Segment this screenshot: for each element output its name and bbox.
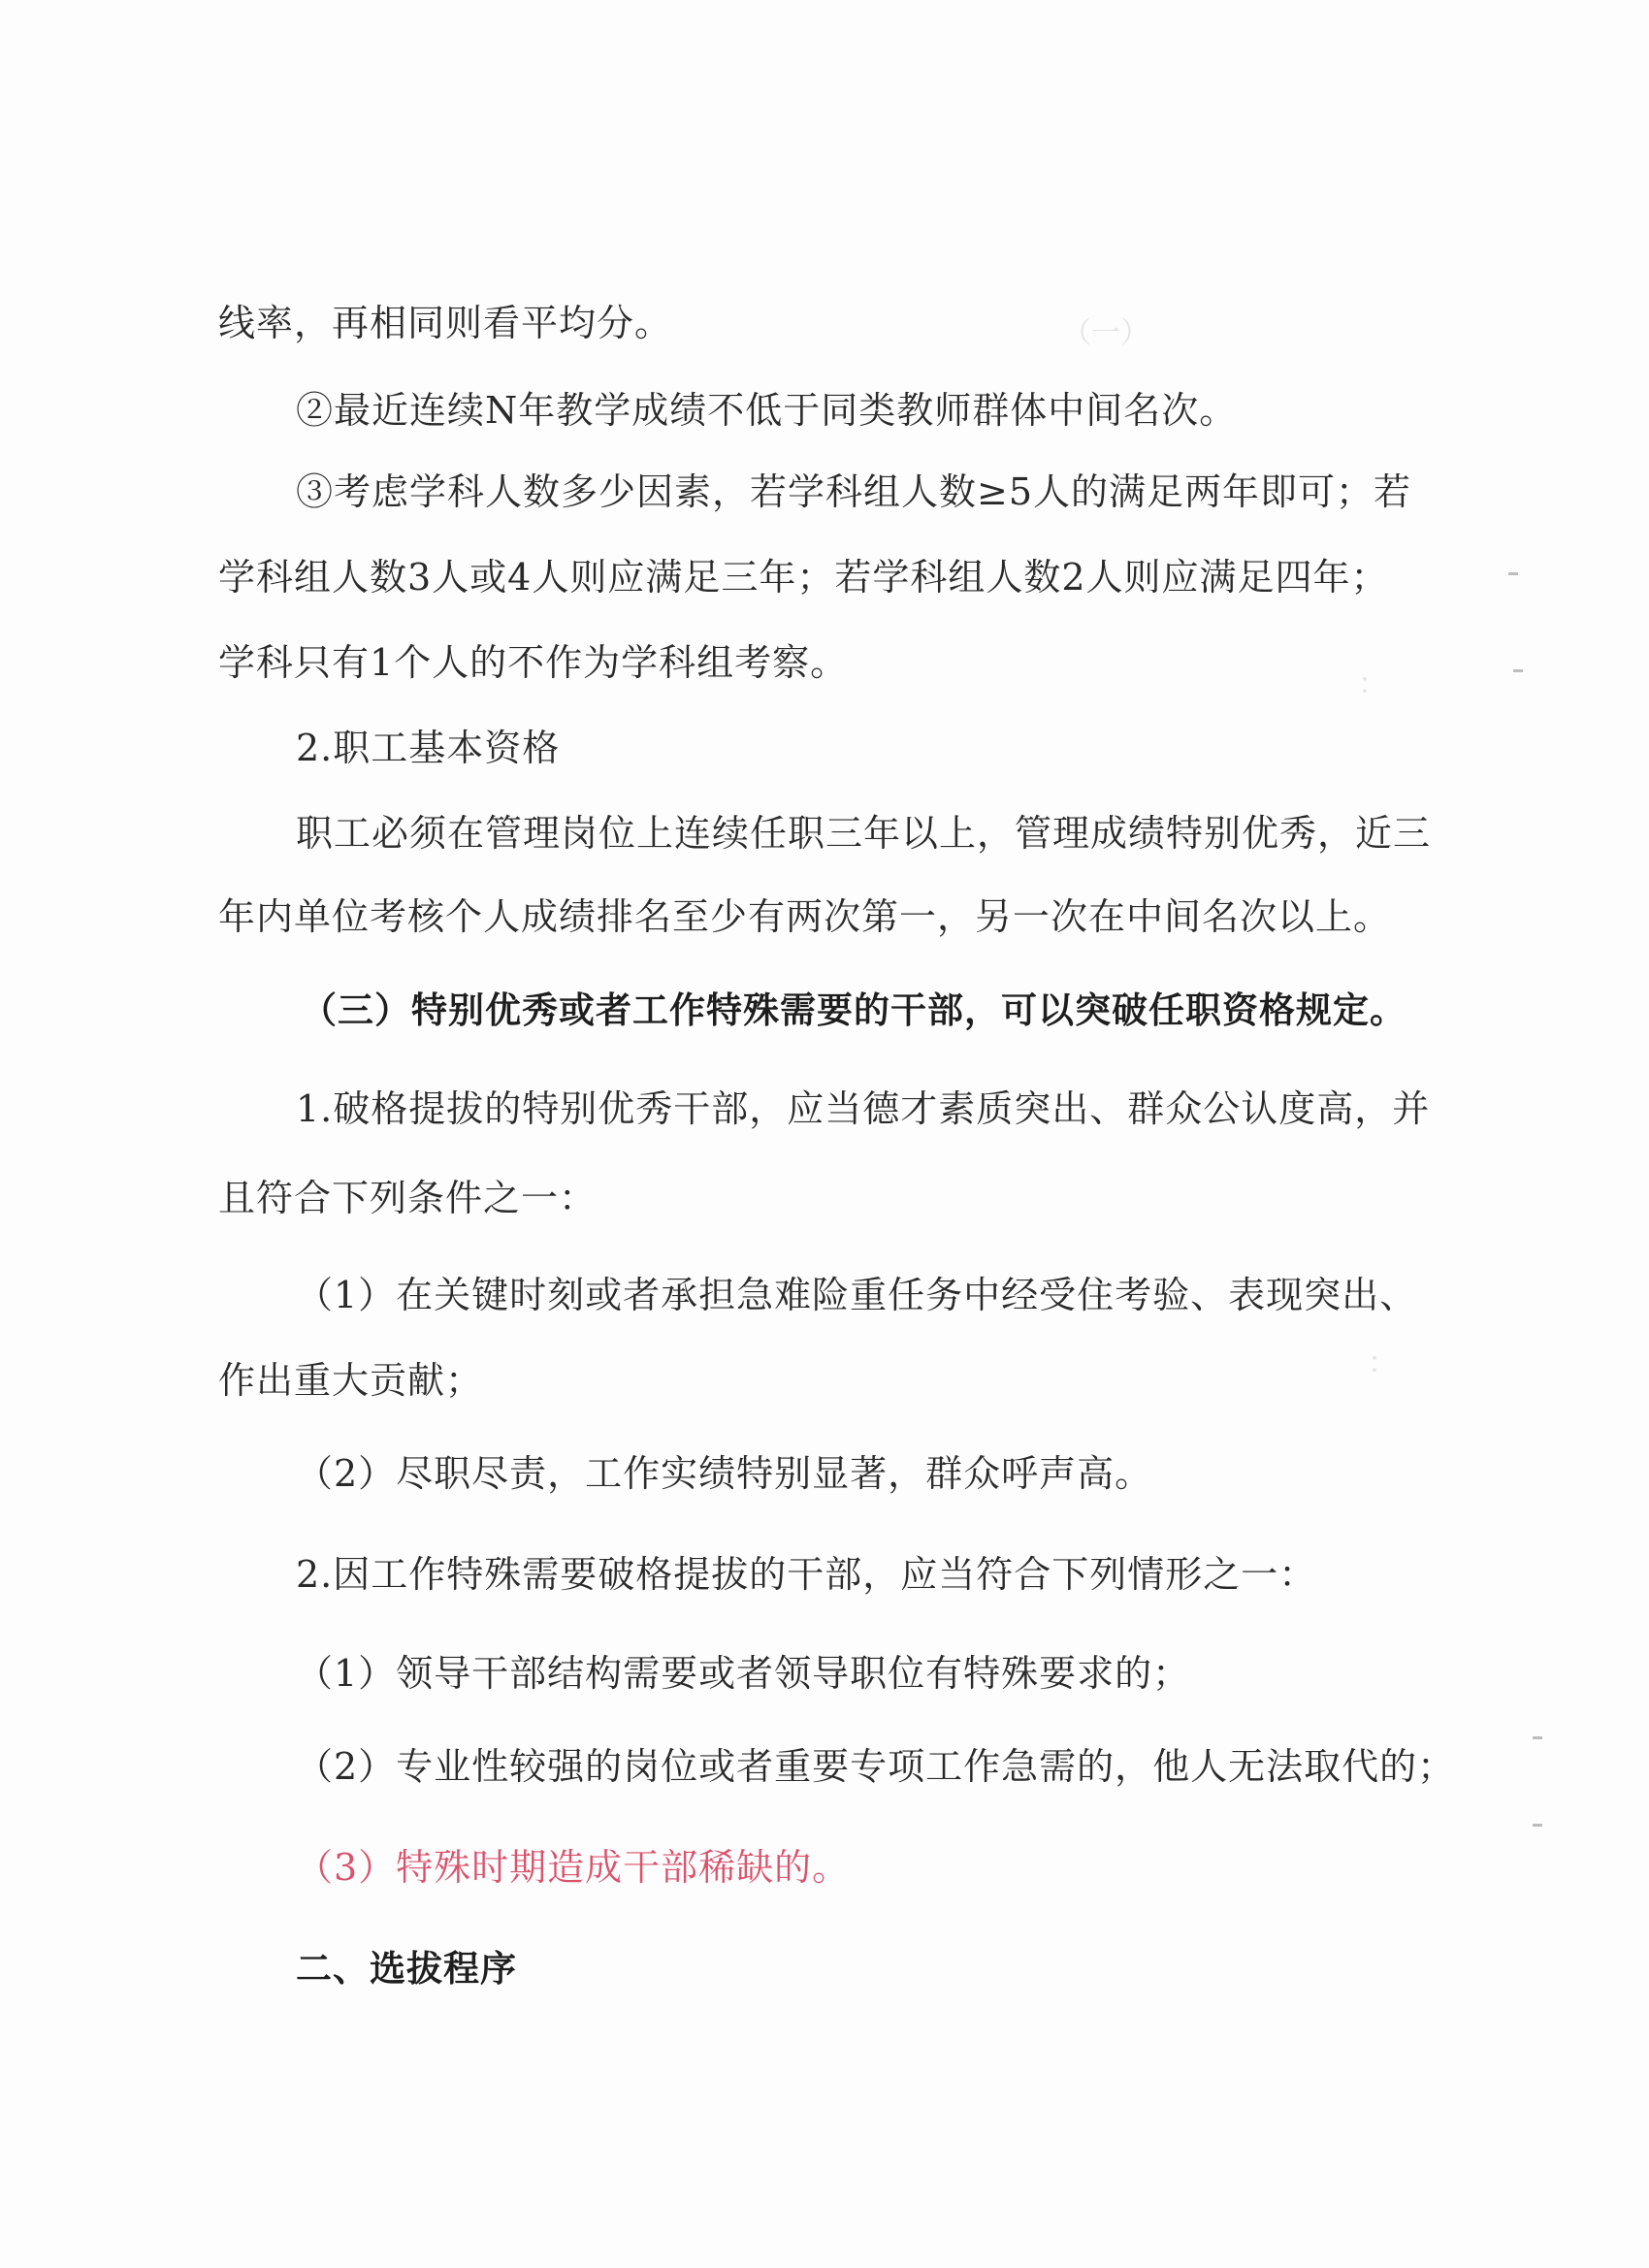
paragraph-line: （1）领导干部结构需要或者领导职位有特殊要求的； bbox=[296, 1652, 1191, 1695]
paragraph-line: （2）专业性较强的岗位或者重要专项工作急需的，他人无法取代的； bbox=[296, 1745, 1456, 1788]
paragraph-line: 1.破格提拔的特别优秀干部，应当德才素质突出、群众公认度高，并 bbox=[296, 1087, 1431, 1130]
bleed-through-mark: （一） bbox=[1062, 316, 1149, 350]
bleed-through-mark: ： bbox=[1358, 667, 1387, 701]
scan-speck bbox=[1513, 669, 1523, 672]
paragraph-line: 年内单位考核个人成绩排名至少有两次第一，另一次在中间名次以上。 bbox=[218, 895, 1392, 938]
scan-speck bbox=[1508, 572, 1518, 575]
paragraph-line: 2.因工作特殊需要破格提拔的干部，应当符合下列情形之一： bbox=[296, 1553, 1317, 1596]
scan-speck bbox=[1533, 1824, 1542, 1827]
highlighted-line: （3）特殊时期造成干部稀缺的。 bbox=[296, 1846, 851, 1889]
paragraph-line: 线率，再相同则看平均分。 bbox=[218, 302, 673, 344]
section-heading: 二、选拔程序 bbox=[296, 1948, 517, 1990]
paragraph-line: ②最近连续N年教学成绩不低于同类教师群体中间名次。 bbox=[296, 389, 1238, 432]
section-heading: （三）特别优秀或者工作特殊需要的干部，可以突破任职资格规定。 bbox=[301, 989, 1406, 1031]
paragraph-line: 学科组人数3人或4人则应满足三年；若学科组人数2人则应满足四年； bbox=[218, 556, 1389, 599]
scan-speck bbox=[1533, 1736, 1542, 1739]
paragraph-line: 作出重大贡献； bbox=[218, 1359, 484, 1402]
paragraph-line: 职工必须在管理岗位上连续任职三年以上，管理成绩特别优秀，近三 bbox=[296, 812, 1432, 855]
paragraph-line: 且符合下列条件之一： bbox=[218, 1177, 598, 1219]
section-heading: 2.职工基本资格 bbox=[296, 727, 561, 769]
paragraph-line: （1）在关键时刻或者承担急难险重任务中经受住考验、表现突出、 bbox=[296, 1274, 1418, 1316]
paragraph-line: ③考虑学科人数多少因素，若学科组人数≥5人的满足两年即可；若 bbox=[296, 470, 1412, 513]
paragraph-line: 学科只有1个人的不作为学科组考察。 bbox=[218, 641, 849, 684]
bleed-through-mark: ： bbox=[1368, 1346, 1397, 1380]
paragraph-line: （2）尽职尽责，工作实绩特别显著，群众呼声高。 bbox=[296, 1452, 1153, 1495]
